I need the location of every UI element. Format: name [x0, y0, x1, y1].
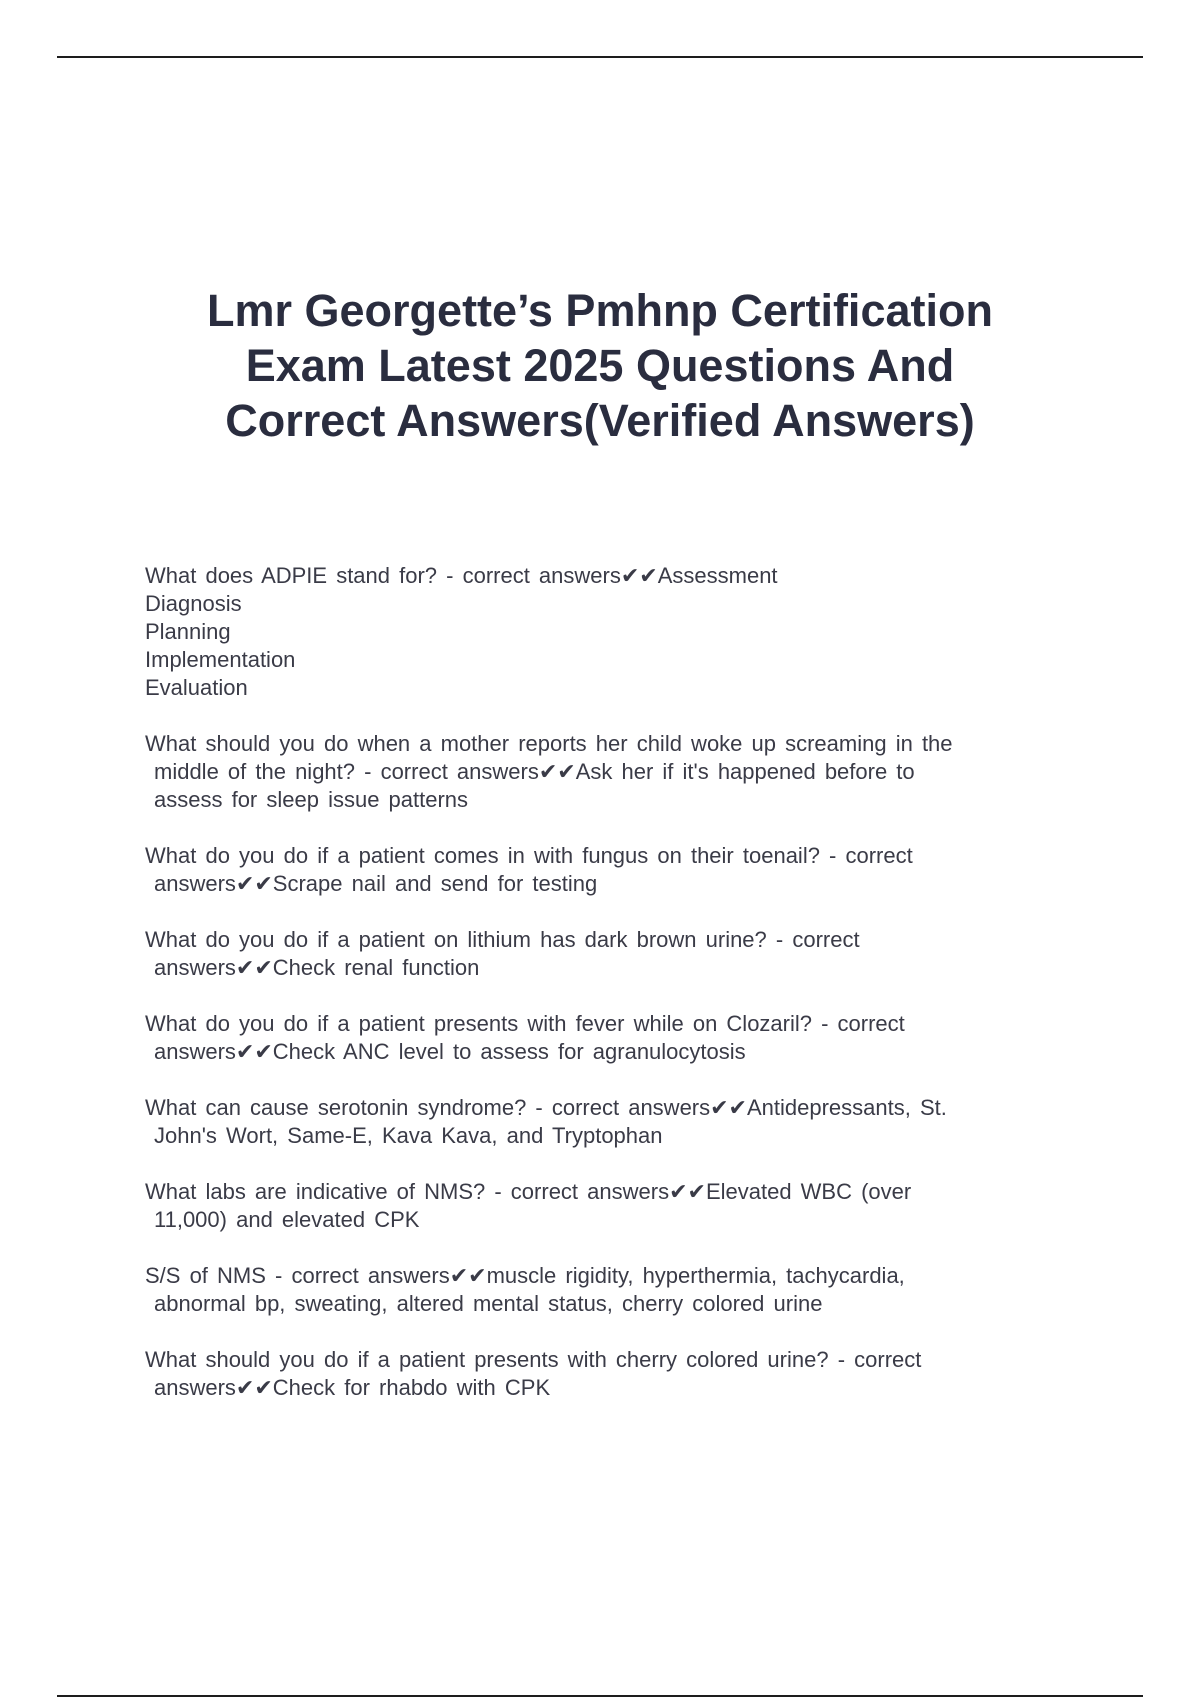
qa-continuation-line: answers✔✔Check ANC level to assess for agranulocytosis [154, 1039, 746, 1064]
header-rule [57, 56, 1143, 58]
qa-question-line: S/S of NMS - correct answers✔✔muscle rigidity, hyperthermia, tachycardia, [145, 1263, 905, 1288]
qa-item [145, 730, 1085, 814]
qa-question-line: What do you do if a patient presents with fever while on Clozaril? - correct [145, 1011, 905, 1036]
qa-continuation-line: 11,000) and elevated CPK [154, 1207, 420, 1232]
qa-continuation-line: assess for sleep issue patterns [154, 787, 469, 812]
qa-question-line: What do you do if a patient comes in with fungus on their toenail? - correct [145, 843, 913, 868]
document-title [100, 283, 1100, 448]
qa-item [145, 1094, 1085, 1150]
qa-list [145, 562, 1085, 1430]
qa-item [145, 1010, 1085, 1066]
qa-item [145, 842, 1085, 898]
title-line: Exam Latest 2025 Questions And [245, 340, 955, 391]
qa-answer-line: Planning [145, 619, 231, 644]
qa-item [145, 562, 1085, 702]
qa-question-line: What should you do if a patient presents with cherry colored urine? - correct [145, 1347, 922, 1372]
title-line: Correct Answers(Verified Answers) [225, 395, 975, 446]
qa-continuation-line: answers✔✔Check renal function [154, 955, 480, 980]
qa-item [145, 1262, 1085, 1318]
qa-question-line: What does ADPIE stand for? - correct answers✔✔Assessment [145, 563, 778, 588]
qa-continuation-line: abnormal bp, sweating, altered mental status, cherry colored urine [154, 1291, 823, 1316]
qa-continuation-line: answers✔✔Check for rhabdo with CPK [154, 1375, 551, 1400]
qa-answer-line: Implementation [145, 647, 296, 672]
qa-question-line: What labs are indicative of NMS? - correct answers✔✔Elevated WBC (over [145, 1179, 912, 1204]
qa-item [145, 1178, 1085, 1234]
qa-question-line: What should you do when a mother reports her child woke up screaming in the [145, 731, 953, 756]
qa-answer-line: Diagnosis [145, 591, 242, 616]
qa-item [145, 926, 1085, 982]
qa-answer-line: Evaluation [145, 675, 248, 700]
title-line: Lmr Georgette’s Pmhnp Certification [207, 285, 993, 336]
qa-continuation-line: middle of the night? - correct answers✔✔Ask her if it's happened before to [154, 759, 915, 784]
qa-continuation-line: answers✔✔Scrape nail and send for testing [154, 871, 598, 896]
qa-item [145, 1346, 1085, 1402]
qa-continuation-line: John's Wort, Same-E, Kava Kava, and Tryptophan [154, 1123, 663, 1148]
footer-rule [57, 1695, 1143, 1697]
qa-question-line: What do you do if a patient on lithium has dark brown urine? - correct [145, 927, 860, 952]
qa-question-line: What can cause serotonin syndrome? - correct answers✔✔Antidepressants, St. [145, 1095, 947, 1120]
